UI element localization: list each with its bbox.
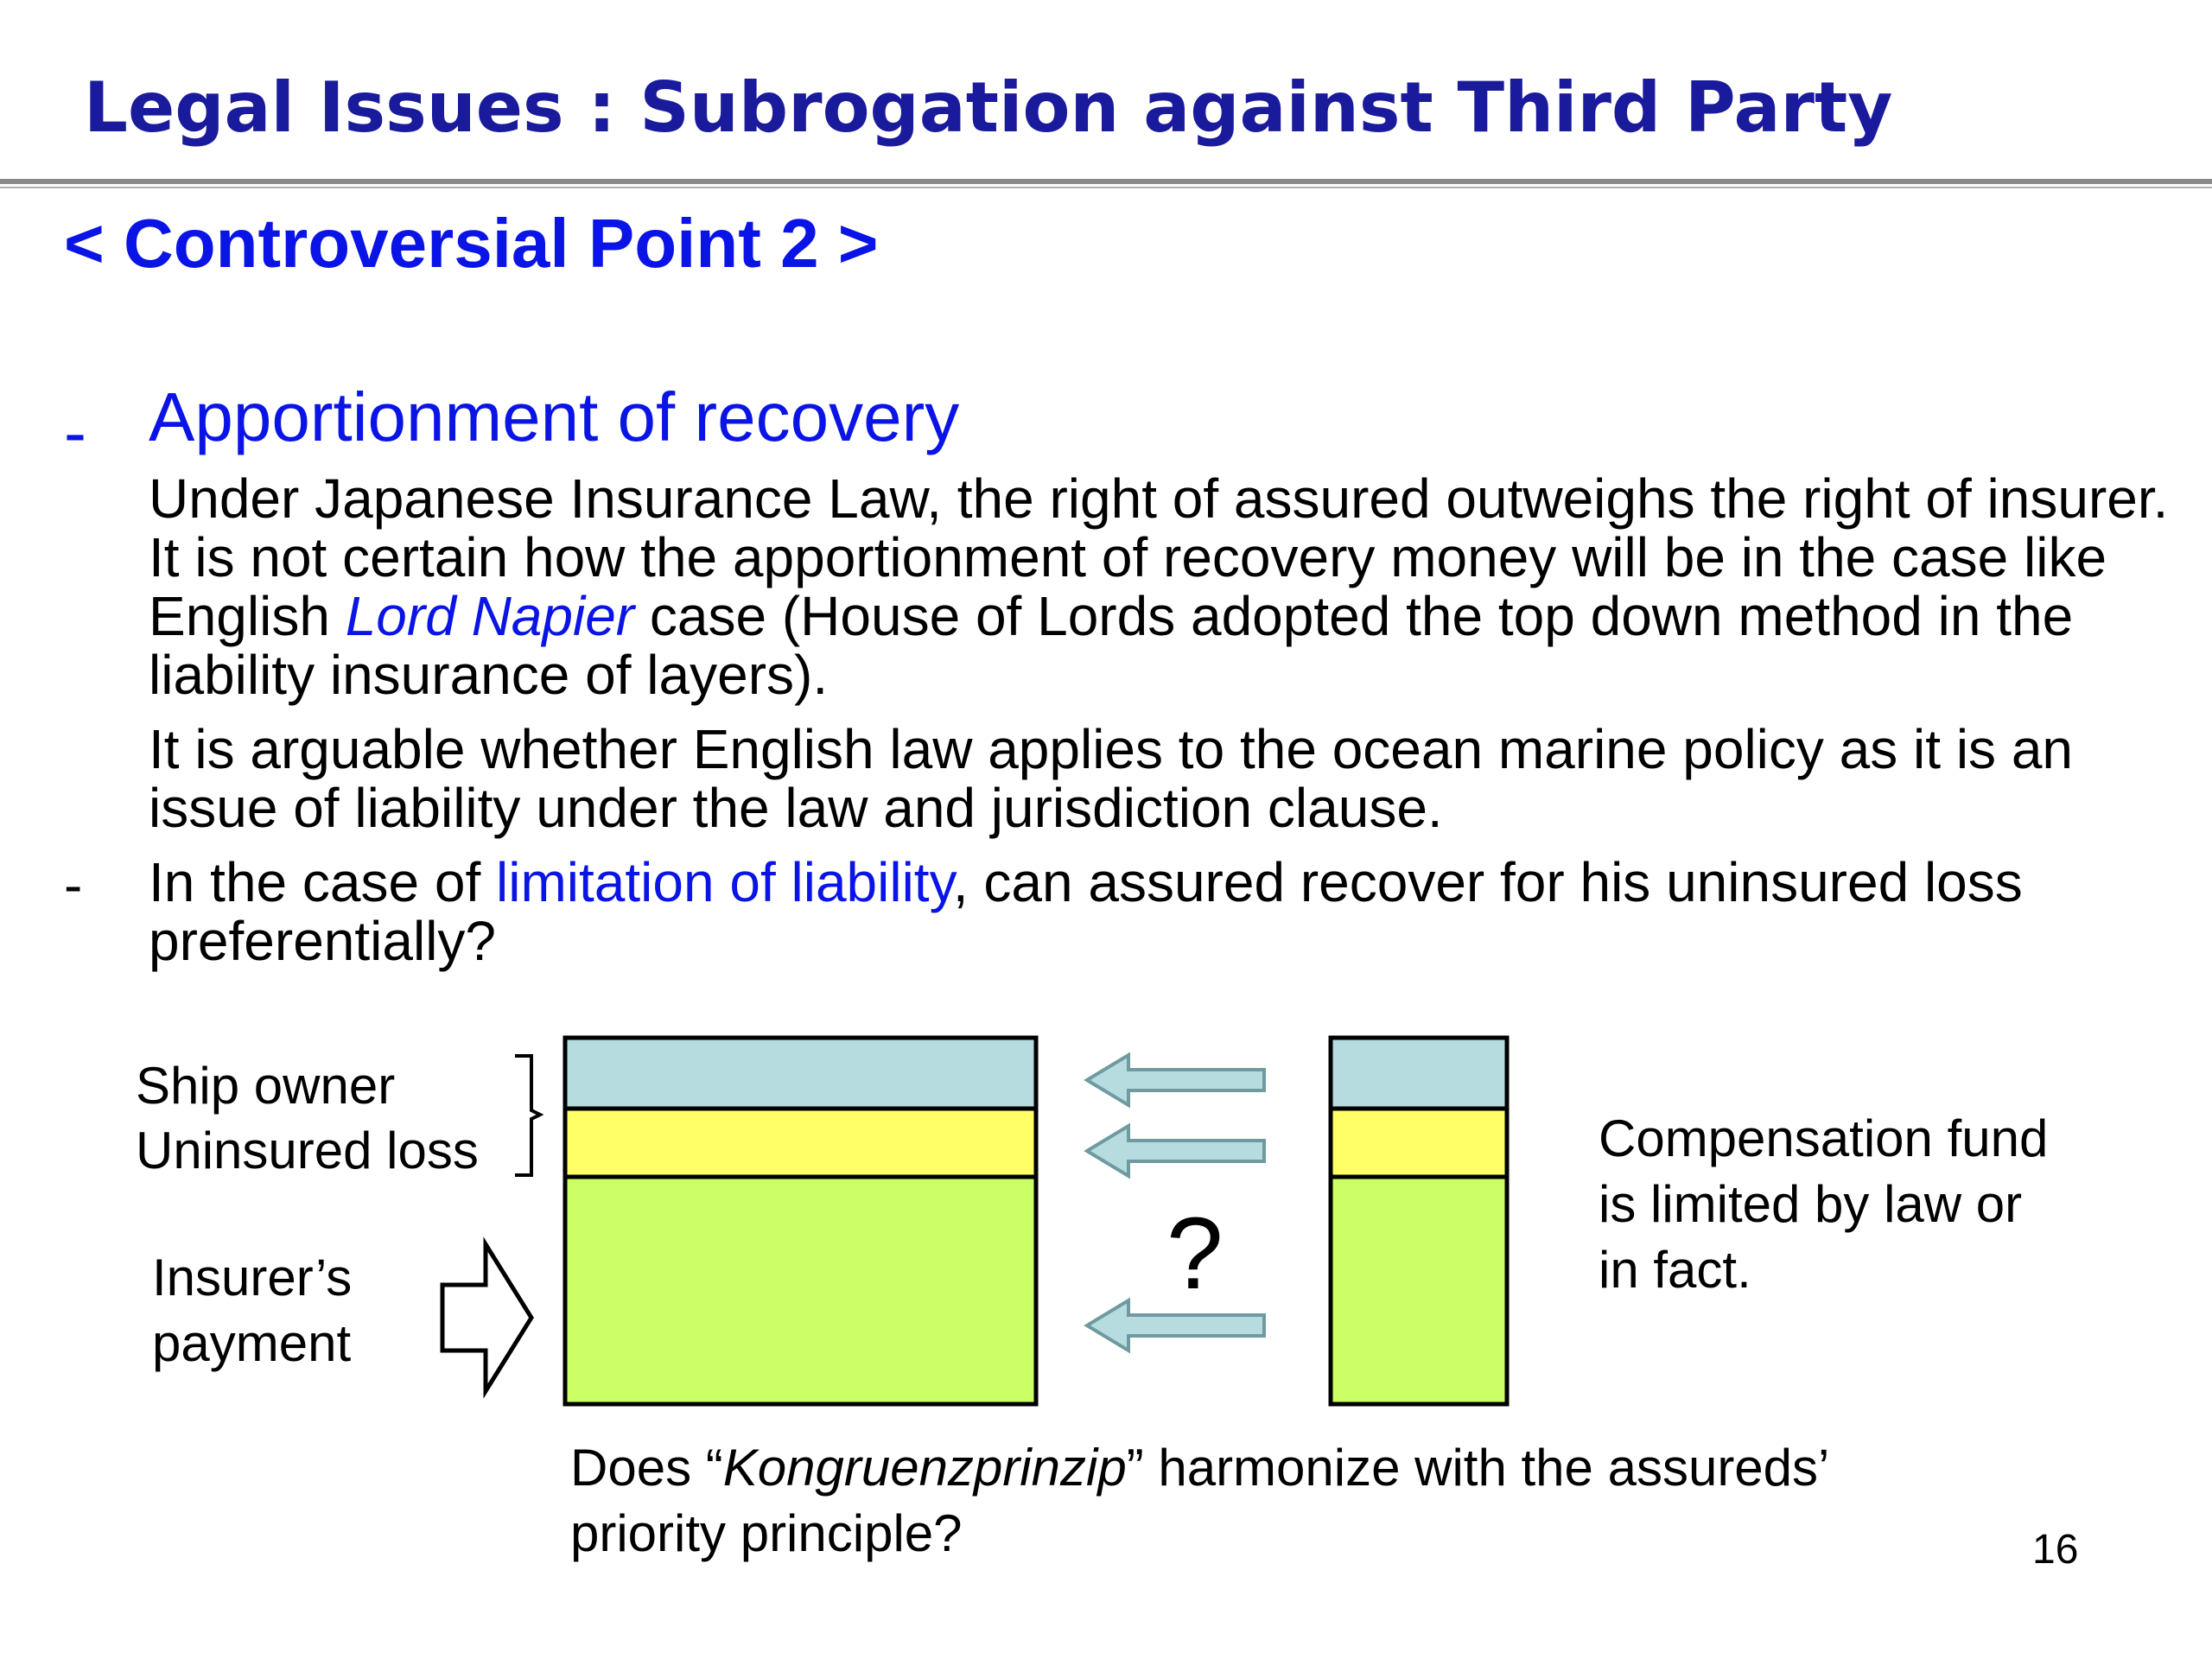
fund-note-line1: Compensation fund [1599,1109,2049,1167]
bullet-dash: - [64,854,83,916]
fund-note-line3: in fact. [1599,1241,1751,1299]
caption-line1 [570,1439,1829,1497]
page-number: 16 [2032,1527,2079,1573]
paragraph-text: , can assured recover for his uninsured loss preferentially? [149,851,2023,972]
label-insurer-payment-2: payment [152,1314,352,1372]
question-mark: ? [1166,1197,1224,1311]
caption-text: ” harmonize with the assureds’ [1126,1439,1830,1497]
uninsured-layer-left [565,1109,1036,1177]
paragraph-english-law: It is arguable whether English law applies to the ocean marine policy as it is an issue of liability under the law and jurisdiction clause. [149,718,2073,839]
label-insurer-payment-1: Insurer’s [152,1249,353,1306]
uninsured-layer-right [1331,1109,1507,1177]
paragraph-text: Under Japanese Insurance Law, the right of assured outweighs the right of insurer. It is not certain how the apportionment of recovery money will be in the case like English [149,467,2169,647]
paragraph-text: case (House of Lords adopted the top down method in the liability insurance of layers). [149,585,2074,706]
ship-owner-layer-right [1331,1038,1507,1109]
arrow-left-middle [1087,1126,1264,1176]
ship-owner-layer-left [565,1038,1036,1109]
bracket-icon [515,1056,540,1175]
fund-note-line2: is limited by law or [1599,1175,2023,1233]
insurer-payment-layer-right [1331,1177,1507,1404]
paragraph-text: In the case of [149,851,497,913]
insurer-payment-arrow-icon [442,1244,531,1391]
caption-kongruenzprinzip: Kongruenzprinzip [722,1439,1127,1497]
insurer-payment-layer-left [565,1177,1036,1404]
label-uninsured-loss: Uninsured loss [136,1122,479,1179]
caption-text: Does “ [570,1439,723,1497]
section-heading: Apportionment of recovery [149,378,960,455]
arrow-left-top [1087,1055,1264,1105]
label-ship-owner: Ship owner [136,1057,396,1115]
limitation-of-liability-term: limitation of liability [496,851,953,913]
slide-subtitle: < Controversial Point 2 > [64,205,879,282]
case-name-lord-napier: Lord Napier [345,585,635,647]
bullet-dash: - [64,394,86,470]
caption-line2: priority principle? [570,1504,963,1562]
slide-title: Legal Issues : Subrogation against Third Party [84,67,1893,148]
